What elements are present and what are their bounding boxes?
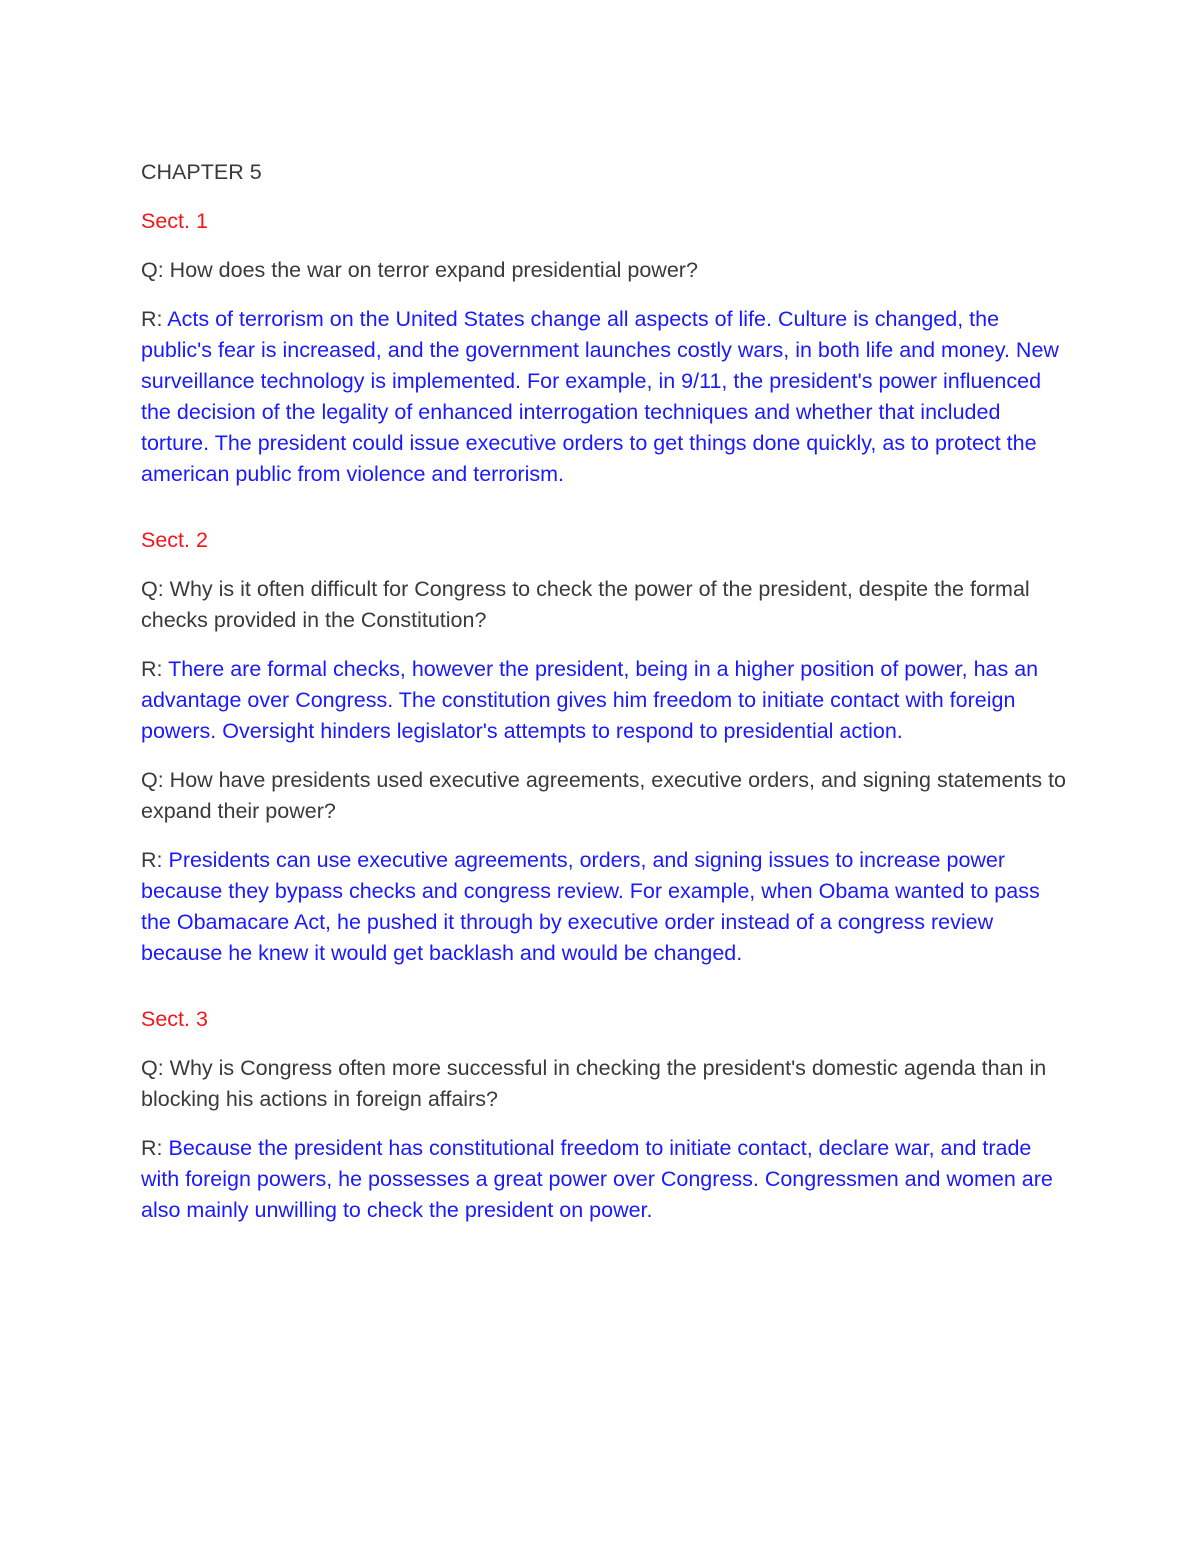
response-prefix: R: bbox=[141, 307, 163, 331]
response-prefix: R: bbox=[141, 1136, 163, 1160]
response-prefix: R: bbox=[141, 657, 163, 681]
response-prefix: R: bbox=[141, 848, 163, 872]
response bbox=[141, 654, 1071, 747]
question: Q: How does the war on terror expand presidential power? bbox=[141, 258, 698, 282]
question: Q: Why is it often difficult for Congress to check the power of the president, despite the formal checks provided in the Constitution? bbox=[141, 577, 1030, 632]
question: Q: How have presidents used executive agreements, executive orders, and signing statements to expand their power? bbox=[141, 768, 1067, 823]
response-text: Presidents can use executive agreements, orders, and signing issues to increase power because they bypass checks and congress review. For example, when Obama wanted to pass the Obamacare Act, he pushed it through by executive order instead of a congress review because he knew it would get backlash and would be changed. bbox=[141, 848, 1040, 965]
section-3 bbox=[141, 1004, 1071, 1226]
document-page bbox=[141, 157, 1071, 1244]
response-text: There are formal checks, however the president, being in a higher position of power, has an advantage over Congress. The constitution gives him freedom to initiate contact with foreign powers. Oversight hinders legislator's attempts to respond to presidential action. bbox=[141, 657, 1039, 743]
section-heading: Sect. 3 bbox=[141, 1007, 208, 1031]
section-2 bbox=[141, 525, 1071, 969]
response-text: Because the president has constitutional freedom to initiate contact, declare war, and trade with foreign powers, he possesses a great power over Congress. Congressmen and women are also mainly unwilling to check the president on power. bbox=[141, 1136, 1053, 1222]
chapter-title: CHAPTER 5 bbox=[141, 160, 262, 184]
response bbox=[141, 304, 1071, 490]
section-heading: Sect. 1 bbox=[141, 209, 208, 233]
response bbox=[141, 1133, 1071, 1226]
section-heading: Sect. 2 bbox=[141, 528, 208, 552]
section-1 bbox=[141, 206, 1071, 490]
response bbox=[141, 845, 1071, 969]
response-text: Acts of terrorism on the United States change all aspects of life. Culture is changed, the public's fear is increased, and the government launches costly wars, in both life and money. New surveillance technology is implemented. For example, in 9/11, the president's power influenced the decision of the legality of enhanced interrogation techniques and whether that included torture. The president could issue executive orders to get things done quickly, as to protect the american public from violence and terrorism. bbox=[141, 307, 1059, 486]
question: Q: Why is Congress often more successful in checking the president's domestic agenda than in blocking his actions in foreign affairs? bbox=[141, 1056, 1047, 1111]
